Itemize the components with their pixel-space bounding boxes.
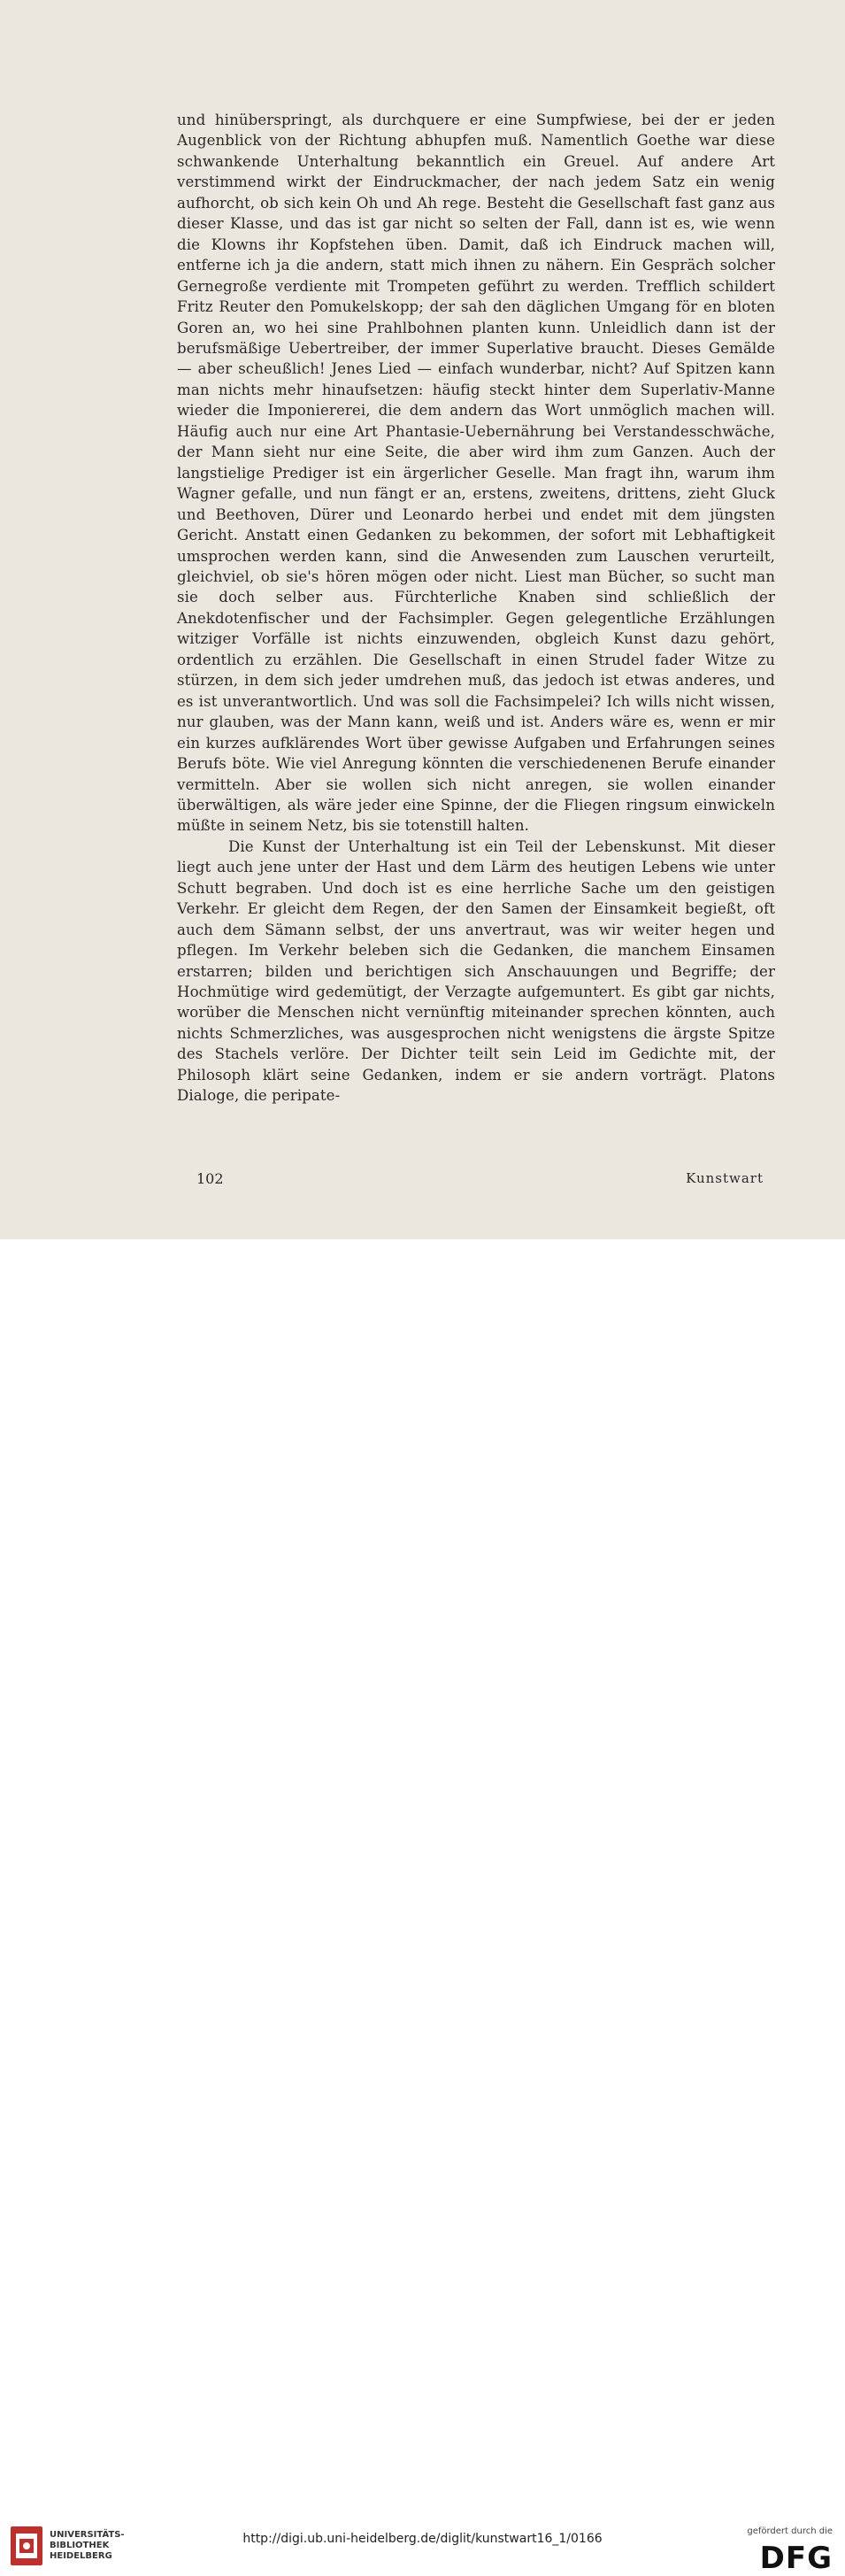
dfg-logo: DFG xyxy=(759,2541,833,2576)
scanned-page xyxy=(0,0,845,1239)
footer-bar xyxy=(0,1239,845,2576)
paragraph-1: und hinüberspringt, als durchquere er eine Sumpfwiese, bei der er jeden Augenblick von der Richtung abhupfen muß. Namentlich Goethe war diese schwankende Unterhaltung bekanntlich ein Greuel. Auf andere Art verstimmend wirkt der Eindruckmacher, der nach jedem Satz ein wenig aufhorcht, ob sich kein Oh und Ah rege. Besteht die Gesellschaft fast ganz aus dieser Klasse, und das ist gar nicht so selten der Fall, dann ist es, wie wenn die Klowns ihr Kopfstehen üben. Damit, daß ich Eindruck machen will, entferne ich ja die andern, statt mich ihnen zu nähern. Ein Gespräch solcher Gernegroße verdiente mit Trompeten geführt zu werden. Trefflich schildert Fritz Reuter den Pomukelskopp; der sah den däglichen Umgang för en bloten Goren an, wo hei sine Prahlbohnen planten kunn. Unleidlich dann ist der berufsmäßige Uebertreiber, der immer Superlative braucht. Dieses Gemälde — aber scheußlich! Jenes Lied — einfach wunderbar, nicht? Auf Spitzen kann man nichts mehr hinaufsetzen: häufig steckt hinter dem Superlativ-Manne wieder die Imponiererei, die dem andern das Wort unmöglich machen will. Häufig auch nur eine Art Phantasie-Uebernährung bei Verstandesschwäche, der Mann sieht nur eine Seite, die aber wird ihm zum Ganzen. Auch der langstielige Prediger ist ein ärgerlicher Geselle. Man fragt ihn, warum ihm Wagner gefalle, und nun fängt er an, erstens, zweitens, drittens, zieht Gluck und Beethoven, Dürer und Leonardo herbei und endet mit dem jüngsten Gericht. Anstatt einen Gedanken zu bekommen, der sofort mit Lebhaftigkeit umsprochen werden kann, sind die Anwesenden zum Lauschen verurteilt, gleichviel, ob sie's hören mögen oder nicht. Liest man Bücher, so sucht man sie doch selber aus. Fürchterliche Knaben sind schließlich der Anekdotenfischer und der Fachsimpler. Gegen gelegentliche Erzählungen witziger Vorfälle ist nichts einzuwenden, obgleich Kunst dazu gehört, ordentlich zu erzählen. Die Gesellschaft in einen Strudel fader Witze zu stürzen, in dem sich jeder umdrehen muß, das jedoch ist etwas anderes, und es ist unverantwortlich. Und was soll die Fachsimpelei? Ich wills nicht wissen, nur glauben, was der Mann kann, weiß und ist. Anders wäre es, wenn er mir ein kurzes aufklärendes Wort über gewisse Aufgaben und Erfahrungen seines Berufs böte. Wie viel Anregung könnten die verschiedenenen Berufe einander vermitteln. Aber sie wollen sich nicht anregen, sie wollen einander überwältigen, als wäre jeder eine Spinne, der die Fliegen ringsum einwickeln müßte in seinem Netz, bis sie totenstill halten. xyxy=(177,112,775,835)
library-line: UNIVERSITÄTS- xyxy=(50,2530,125,2540)
source-url-link[interactable]: http://digi.ub.uni-heidelberg.de/diglit/kunstwart16_1/0166 xyxy=(242,2532,603,2546)
library-line: HEIDELBERG xyxy=(50,2551,112,2561)
funded-by-label: gefördert durch die xyxy=(747,2526,833,2536)
journal-name: Kunstwart xyxy=(686,1170,764,1186)
library-line: BIBLIOTHEK xyxy=(50,2541,110,2550)
body-text xyxy=(177,110,775,1107)
page-number: 102 xyxy=(196,1170,224,1187)
paragraph-2: Die Kunst der Unterhaltung ist ein Teil der Lebenskunst. Mit dieser liegt auch jene unter der Hast und dem Lärm des heutigen Lebens wie unter Schutt begraben. Und doch ist es eine herrliche Sache um den geistigen Verkehr. Er gleicht dem Regen, der den Samen der Einsamkeit begießt, oft auch dem Sämann selbst, der uns anvertraut, was wir weiter hegen und pflegen. Im Verkehr beleben sich die Gedanken, die manchem Einsamen erstarren; bilden und berichtigen sich Anschauungen und Begriffe; der Hochmütige wird gedemütigt, der Verzagte aufgemuntert. Es gibt gar nichts, worüber die Menschen nicht vernünftig miteinander sprechen könnten, auch nichts Schmerzliches, was ausgesprochen nicht wenigstens die ärgste Spitze des Stachels verlöre. Der Dichter teilt sein Leid im Gedichte mit, der Philosoph klärt seine Gedanken, indem er sie andern vorträgt. Platons Dialoge, die peripate- xyxy=(177,837,775,1105)
